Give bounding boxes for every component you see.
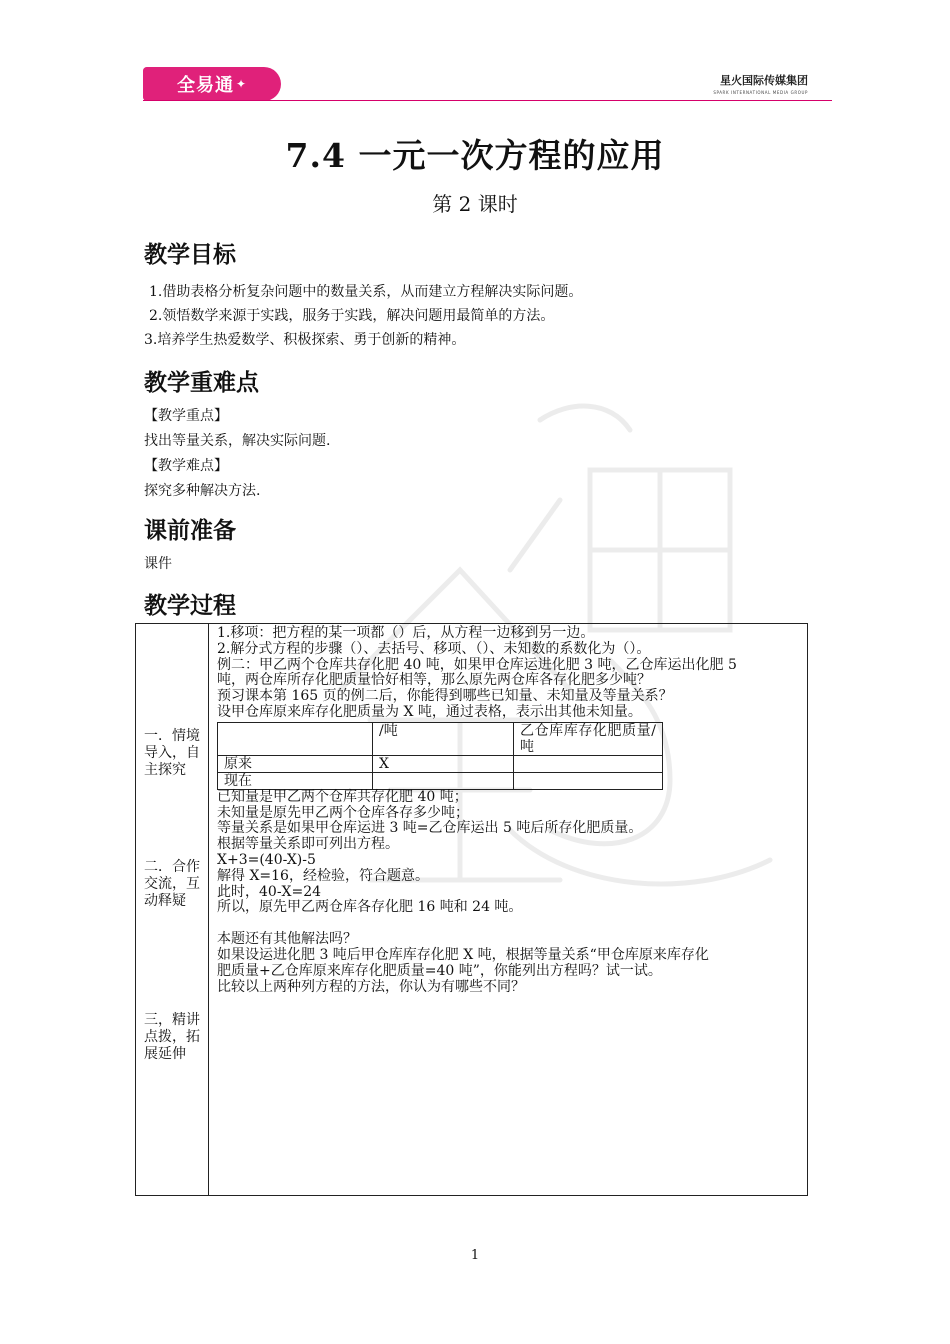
header-rule bbox=[143, 100, 832, 101]
section-heading-keypoints: 教学重难点 bbox=[144, 370, 259, 396]
publisher-name-en: SPARK INTERNATIONAL MEDIA GROUP bbox=[713, 90, 808, 95]
objective-item: 2.领悟数学来源于实践，服务于实践，解决问题用最简单的方法。 bbox=[149, 308, 555, 324]
section-heading-process: 教学过程 bbox=[144, 593, 236, 619]
content-line: 如果设运进化肥 3 吨后甲仓库库存化肥 X 吨，根据等量关系“甲仓库原来库存化 bbox=[217, 946, 709, 963]
content-line: 等量关系是如果甲仓库运进 3 吨=乙仓库运出 5 吨后所存化肥质量。 bbox=[217, 820, 643, 837]
stage-label: 二．合作交流，互动释疑 bbox=[144, 859, 200, 909]
content-line: X+3=(40-X)-5 bbox=[217, 851, 316, 868]
table-cell: 现在 bbox=[218, 772, 373, 789]
stage-label: 一．情境导入，自主探究 bbox=[144, 728, 200, 778]
content-line: 此时，40-X=24 bbox=[217, 883, 322, 900]
content-line: 根据等量关系即可列出方程。 bbox=[217, 836, 399, 853]
table-cell bbox=[373, 772, 514, 789]
process-table bbox=[135, 623, 808, 1196]
process-content bbox=[217, 626, 807, 995]
stage-column bbox=[136, 624, 209, 1195]
page-title: 7.4 一元一次方程的应用 bbox=[285, 136, 665, 175]
table-cell: /吨 bbox=[373, 722, 514, 755]
table-cell bbox=[514, 755, 663, 772]
preparation-text: 课件 bbox=[144, 556, 172, 572]
sparkle-icon: ✦ bbox=[235, 77, 248, 91]
content-line: 比较以上两种列方程的方法，你认为有哪些不同？ bbox=[217, 978, 525, 995]
table-cell: 乙仓库库存化肥质量/吨 bbox=[514, 722, 663, 755]
content-line: 2.解分式方程的步骤（）、去括号、移项、（）、未知数的系数化为（）。 bbox=[217, 640, 651, 657]
page-number: 1 bbox=[470, 1248, 480, 1263]
brand-logo bbox=[143, 67, 281, 101]
table-row bbox=[218, 755, 663, 772]
content-line: 本题还有其他解法吗？ bbox=[217, 931, 357, 948]
table-cell: 原来 bbox=[218, 755, 373, 772]
content-line: 1.移项：把方程的某一项都（）后，从方程一边移到另一边。 bbox=[217, 625, 595, 641]
content-line: 已知量是甲乙两个仓库共存化肥 40 吨； bbox=[217, 788, 468, 805]
table-cell bbox=[218, 722, 373, 755]
table-cell: X bbox=[373, 755, 514, 772]
content-line: 预习课本第 165 页的例二后，你能得到哪些已知量、未知量及等量关系？ bbox=[217, 688, 673, 705]
table-row bbox=[218, 772, 663, 789]
content-line: 解得 X=16，经检验，符合题意。 bbox=[217, 867, 429, 884]
publisher-name: 星火国际传媒集团 bbox=[720, 74, 808, 87]
stage-label: 三，精讲点拨，拓展延伸 bbox=[144, 1012, 200, 1062]
content-line: 所以，原先甲乙两仓库各存化肥 16 吨和 24 吨。 bbox=[217, 899, 523, 916]
difficult-text: 探究多种解决方法. bbox=[144, 483, 261, 499]
content-line: 肥质量+乙仓库原来库存化肥质量=40 吨”，你能列出方程吗？试一试。 bbox=[217, 962, 662, 979]
objective-item: 1.借助表格分析复杂问题中的数量关系，从而建立方程解决实际问题。 bbox=[149, 284, 583, 300]
publisher-mark bbox=[713, 72, 808, 95]
brand-logo-text: 全易通 bbox=[176, 75, 234, 96]
difficult-label: 【教学难点】 bbox=[144, 458, 228, 474]
section-heading-preparation: 课前准备 bbox=[144, 518, 236, 544]
content-line: 未知量是原先甲乙两个仓库各存多少吨； bbox=[217, 804, 469, 821]
table-row bbox=[218, 722, 663, 755]
storage-table bbox=[217, 722, 663, 790]
page-subtitle: 第 2 课时 bbox=[432, 192, 518, 216]
key-text: 找出等量关系，解决实际问题. bbox=[144, 433, 331, 449]
section-heading-objectives: 教学目标 bbox=[144, 242, 236, 268]
content-line: 吨，两仓库所存化肥质量恰好相等，那么原先两仓库各存化肥多少吨？ bbox=[217, 672, 651, 689]
objective-item: 3.培养学生热爱数学、积极探索、勇于创新的精神。 bbox=[144, 332, 466, 348]
table-cell bbox=[514, 772, 663, 789]
content-line: 例二：甲乙两个仓库共存化肥 40 吨，如果甲仓库运进化肥 3 吨，乙仓库运出化肥 5 bbox=[217, 656, 737, 673]
content-line: 设甲仓库原来库存化肥质量为 X 吨，通过表格，表示出其他未知量。 bbox=[217, 703, 642, 720]
spacer bbox=[217, 916, 807, 932]
key-label: 【教学重点】 bbox=[144, 408, 228, 424]
